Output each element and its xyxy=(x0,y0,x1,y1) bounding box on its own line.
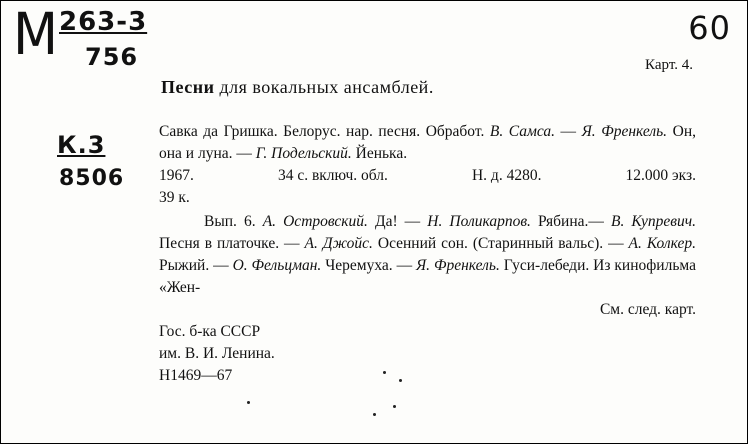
entry-paragraph-1 xyxy=(159,121,696,165)
handwritten-code-number: 756 xyxy=(85,43,139,71)
entry-text: — xyxy=(560,123,577,140)
entry-text: Савка да Гришка. Белорус. нар. песня. Обработ. xyxy=(159,123,485,140)
entry-text: Черемуха. — xyxy=(325,257,413,274)
entry-text: Йенька. xyxy=(355,145,408,162)
handwritten-k-code: К.3 xyxy=(57,131,106,159)
card-number: Карт. 4. xyxy=(645,57,693,73)
entry-author: А. Островский. xyxy=(262,213,368,230)
entry-author: Н. Поликарпов. xyxy=(427,213,531,230)
handwritten-code: 263-3 xyxy=(59,7,148,37)
entry-author: В. Самса. xyxy=(489,123,555,140)
entry-text: Песня в платочке. — xyxy=(159,235,300,252)
entry-author: В. Купревич. xyxy=(610,213,697,230)
see-next-card: См. след. карт. xyxy=(599,301,696,318)
library-line-3: Н1469—67 xyxy=(159,367,233,384)
speck xyxy=(393,405,396,408)
library-info xyxy=(159,321,275,387)
title-rest: для вокальных ансамблей. xyxy=(219,77,434,97)
entry-author: Я. Френкель. xyxy=(416,257,500,274)
library-line-2: им. В. И. Ленина. xyxy=(159,345,275,362)
handwritten-k-number: 8506 xyxy=(59,166,125,191)
meta-print-run: 12.000 экз. xyxy=(625,167,696,184)
entry-author: А. Джойс. xyxy=(304,235,373,252)
bibliographic-entry xyxy=(159,121,696,321)
stamp-letter: М xyxy=(13,0,57,68)
speck xyxy=(383,371,386,374)
entry-paragraph-2 xyxy=(159,211,696,299)
entry-text: Рыжий. — xyxy=(159,257,229,274)
publication-meta xyxy=(159,165,696,187)
entry-author: Г. Подельский. xyxy=(255,145,352,162)
entry-author: О. Фельцман. xyxy=(232,257,322,274)
library-line-1: Гос. б-ка СССР xyxy=(159,323,261,340)
speck xyxy=(399,379,402,382)
title-bold: Песни xyxy=(161,77,215,97)
entry-text: Осенний сон. (Старинный вальс). — xyxy=(377,235,624,252)
meta-pages: 34 с. включ. обл. xyxy=(277,167,388,184)
entry-text: Да! — xyxy=(375,213,421,230)
entry-text: Рябина.— xyxy=(538,213,604,230)
entry-text: Гуси-лебеди. Из кинофильма «Жен- xyxy=(159,257,696,296)
price: 39 к. xyxy=(159,189,190,206)
entry-text: Он, она и луна. — xyxy=(159,123,696,162)
entry-author: Я. Френкель. xyxy=(581,123,668,140)
meta-year: 1967. xyxy=(159,167,194,184)
entry-text: Вып. 6. xyxy=(204,213,256,230)
meta-catalog-number: Н. д. 4280. xyxy=(471,167,542,184)
speck xyxy=(247,401,250,404)
card-title xyxy=(161,77,434,98)
entry-author: А. Колкер. xyxy=(628,235,697,252)
handwritten-page-number: 60 xyxy=(688,9,731,47)
speck xyxy=(373,413,376,416)
